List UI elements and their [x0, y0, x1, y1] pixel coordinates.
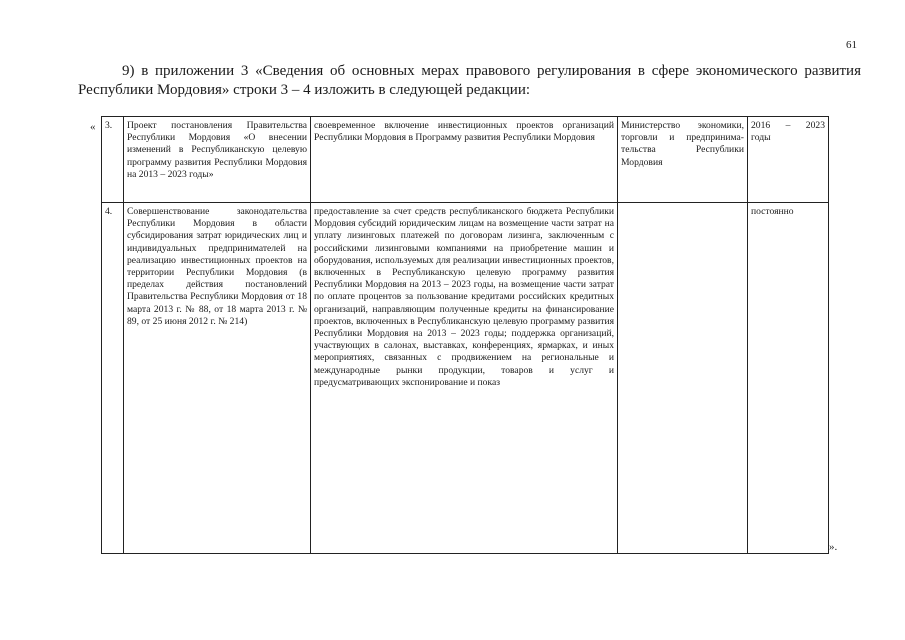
term-dash: – — [785, 120, 791, 131]
table-row — [102, 203, 829, 554]
responsible-executor: Министерство экономики, торговли и предпринима-тельства Республики Мордовия — [618, 117, 748, 203]
table-row — [102, 117, 829, 203]
page-number: 61 — [846, 39, 857, 51]
implementation-term: постоянно — [748, 203, 829, 554]
row-number: 4. — [102, 203, 124, 554]
row-number: 3. — [102, 117, 124, 203]
term-suffix: годы — [751, 132, 771, 144]
intro-text: 9) в приложении 3 «Сведения об основных мерах правового регулирования в сфере экономического развития Республики Мордовия» строки 3 – 4 изложить в следующей редакции: — [78, 63, 861, 98]
term-end-year: 2023 — [805, 120, 825, 131]
measure-content: своевременное включение инвестиционных проектов организаций Республики Мордовия в Программу развития Республики Мордовия — [311, 117, 618, 203]
implementation-term — [748, 117, 829, 203]
responsible-executor — [618, 203, 748, 554]
opening-quote-mark: « — [90, 121, 96, 133]
regulation-measures-table — [101, 116, 829, 554]
measure-content: предоставление за счет средств республиканского бюджета Республики Мордовия субсидий юридическим лицам на возмещение части затрат на уплату лизинговых платежей по договорам лизинга, заключенным с российскими лизинговыми компаниями на приобретение машин и оборудования, используемых для реализации инвестиционных проектов, включенных в Республиканскую целевую программу развития Республики Мордовия на 2013 – 2023 годы, на возмещение части затрат по оплате процентов за пользование кредитами российских кредитных организаций, направляющим полученные кредиты на финансирование проектов, включенных в Республиканскую целевую программу развития Республики Мордовия на 2013 – 2023 годы; поддержка организаций, участвующих в салонах, выставках, конференциях, ярмарках, и иных мероприятиях, связанных с продвижением на региональные и международные рынки продукции, товаров и услуг и предусматривающих экспонирование и показ — [311, 203, 618, 554]
measure-name: Проект постановления Правительства Республики Мордовия «О внесении изменений в Республиканскую целевую программу развития Республики Мордовия на 2013 – 2023 годы» — [124, 117, 311, 203]
closing-quote-mark: ». — [829, 541, 838, 553]
intro-paragraph — [78, 62, 861, 100]
term-start-year: 2016 — [751, 120, 771, 131]
measure-name: Совершенствование законодательства Республики Мордовия в области субсидирования затрат юридических лиц и индивидуальных предпринимателей на реализацию инвестиционных проектов на территории Республики Мордовия (в пределах действия постановлений Правительства Республики Мордовия от 18 марта 2013 г. № 88, от 18 марта 2013 г. № 89, от 25 июня 2012 г. № 214) — [124, 203, 311, 554]
